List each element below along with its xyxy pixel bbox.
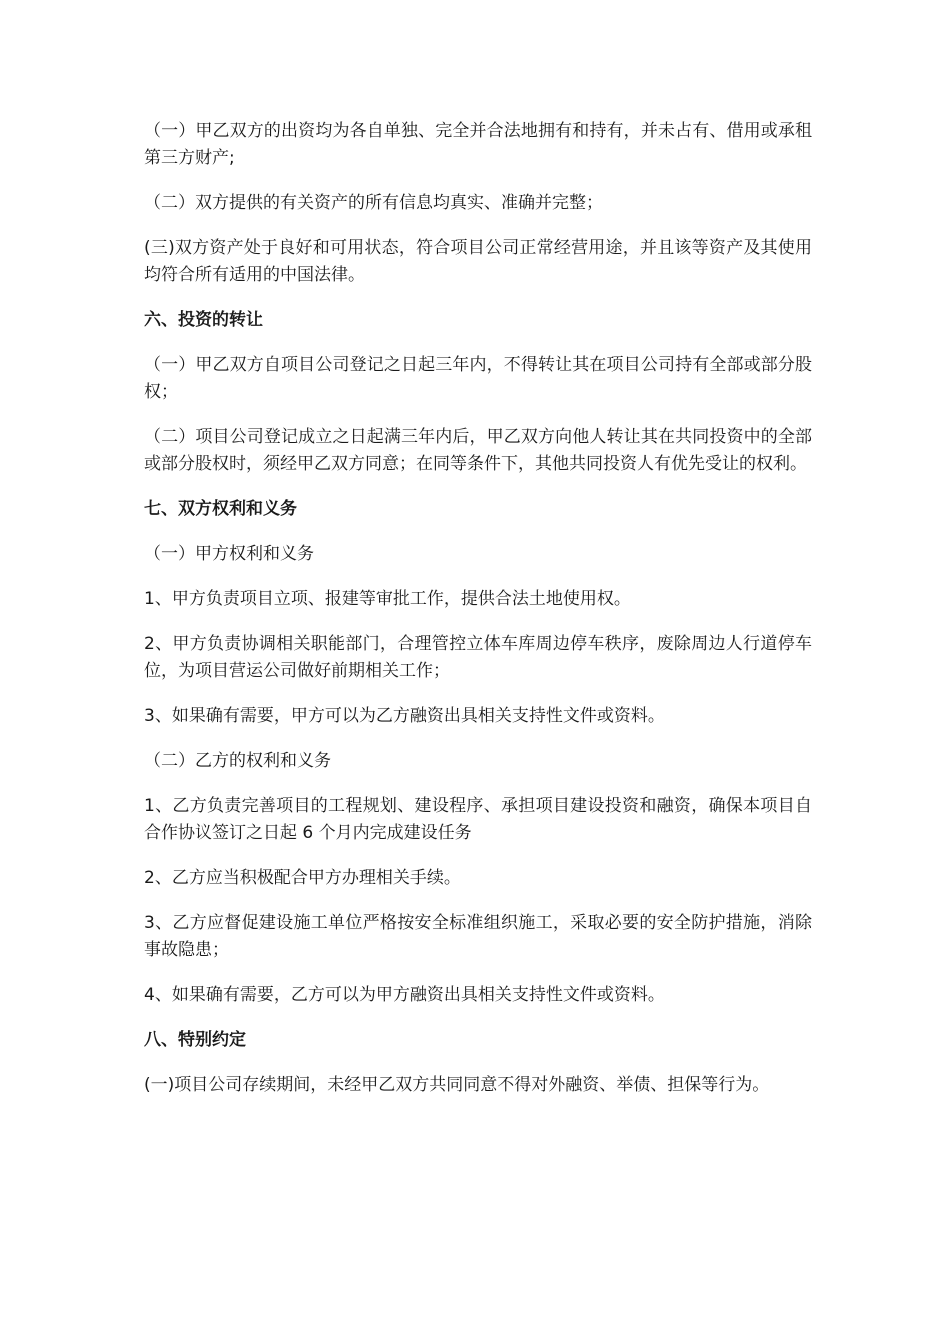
clause-6-2: （二）项目公司登记成立之日起满三年内后，甲乙双方向他人转让其在共同投资中的全部或部分股权时，须经甲乙双方同意；在同等条件下，其他共同投资人有优先受让的权利。 [144, 427, 812, 474]
section-8-heading: 八、特别约定 [144, 1030, 246, 1050]
clause-7-1-title: （一）甲方权利和义务 [144, 544, 314, 564]
section-6-heading: 六、投资的转让 [144, 310, 263, 330]
clause-7-1-2: 2、甲方负责协调相关职能部门，合理管控立体车库周边停车秩序，废除周边人行道停车位，为项目营运公司做好前期相关工作； [144, 634, 812, 681]
clause-7-2-3: 3、乙方应督促建设施工单位严格按安全标准组织施工，采取必要的安全防护措施，消除事故隐患； [144, 913, 812, 960]
clause-7-1-1: 1、甲方负责项目立项、报建等审批工作，提供合法土地使用权。 [144, 589, 631, 609]
clause-7-1-3: 3、如果确有需要，甲方可以为乙方融资出具相关支持性文件或资料。 [144, 706, 665, 726]
clause-8-1: (一)项目公司存续期间，未经甲乙双方共同同意不得对外融资、举债、担保等行为。 [144, 1075, 770, 1095]
clause-7-2-1: 1、乙方负责完善项目的工程规划、建设程序、承担项目建设投资和融资，确保本项目自合作协议签订之日起 6 个月内完成建设任务 [144, 796, 812, 843]
document-page [144, 118, 812, 1117]
clause-6-1: （一）甲乙双方自项目公司登记之日起三年内，不得转让其在项目公司持有全部或部分股权； [144, 355, 812, 402]
clause-7-2-4: 4、如果确有需要，乙方可以为甲方融资出具相关支持性文件或资料。 [144, 985, 665, 1005]
clause-5-3-1: （一）甲乙双方的出资均为各自单独、完全并合法地拥有和持有，并未占有、借用或承租第三方财产; [144, 121, 812, 168]
section-7-heading: 七、双方权利和义务 [144, 499, 297, 519]
clause-7-2-title: （二）乙方的权利和义务 [144, 751, 331, 771]
clause-5-3-2: （二）双方提供的有关资产的所有信息均真实、准确并完整； [144, 193, 603, 213]
clause-7-2-2: 2、乙方应当积极配合甲方办理相关手续。 [144, 868, 461, 888]
clause-5-3-3: (三)双方资产处于良好和可用状态，符合项目公司正常经营用途，并且该等资产及其使用均符合所有适用的中国法律。 [144, 238, 812, 285]
